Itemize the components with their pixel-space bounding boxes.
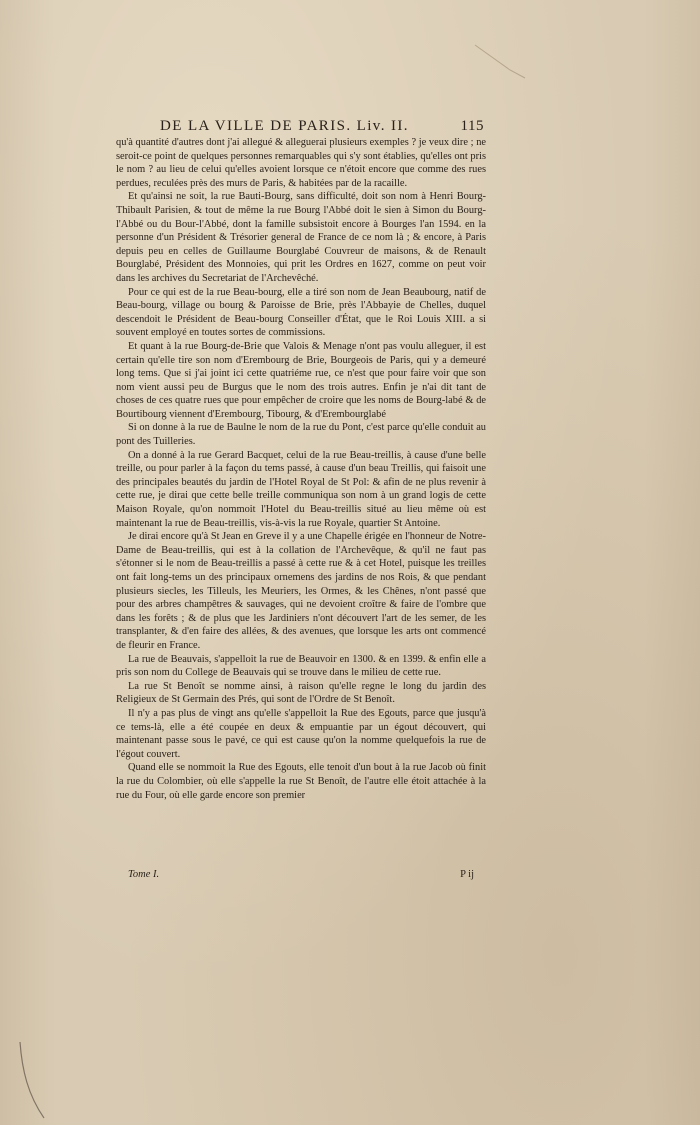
- paragraph: Quand elle se nommoit la Rue des Egouts, elle tenoit d'un bout à la rue Jacob où finit la rue du Colombier, où elle s'appelle la rue St Benoît, de l'autre elle étoit attachée à la rue du Four, où elle garde encore son premier: [116, 762, 486, 801]
- page-footer: [128, 869, 474, 880]
- paragraph: La rue de Beauvais, s'appelloit la rue de Beauvoir en 1300. & en 1399. & enfin elle a pris son nom du College de Beauvais qui se trouve dans le milieu de cette rue.: [116, 653, 486, 679]
- running-title: DE LA VILLE DE PARIS. Liv. II.: [160, 118, 409, 134]
- paragraph: On a donné à la rue Gerard Bacquet, celui de la rue Beau-treillis, à cause d'une belle treille, ou pour parler à la façon du tems passé, à cause d'un beau Treillis, qui faisoit une des principales beautés du jardin de l'Hotel Royal de St Pol: & afin de ne plus revenir à cette rue, je dirai que cette belle treille communiqua son nom à un grand logis de cette Maison Royale, qu'on nommoit l'Hotel du Beau-treillis situé au lieu même où est maintenant la rue de Beau-treillis, vis-à-vis la rue Royale, quartier St Antoine.: [116, 449, 486, 529]
- paragraph: Si on donne à la rue de Baulne le nom de la rue du Pont, c'est parce qu'elle conduit au pont des Tuilleries.: [116, 422, 486, 448]
- paragraph: Et quant à la rue Bourg-de-Brie que Valois & Menage n'ont pas voulu alleguer, il est certain qu'elle tire son nom d'Erembourg de Brie, Bourgeois de Paris, qui y a demeuré long tems. Que si j'ai joint ici cette quatriéme rue, ce n'est que pour faire voir que son nom vient aussi peu de Burgus que le nom des trois autres. Enfin je n'ai dit tant de choses de ces quatre rues que pour empêcher de croire que les noms de Bourg-labé & de Bourtibourg viennent d'Erembourg, Tibourg, & d'Erembourglabé: [116, 340, 486, 420]
- paragraph: Je dirai encore qu'à St Jean en Greve il y a une Chapelle érigée en l'honneur de Notre-Dame de Beau-treillis, qui est à la collation de l'Archevêque, & qu'il ne faut pas s'étonner si le nom de Beau-treillis a passé à cette rue & à cet Hotel, puisque les treilles ont fait long-tems un des principaux ornemens des jardins de nos Rois, & que pendant plusieurs siecles, les Tilleuls, les Meuriers, les Ormes, & les Chênes, n'ont passé que pour des arbres champêtres & sauvages, qui ne devoient croître & faire de l'ombre que dans les forêts ; & de plus que les Jardiniers n'ont découvert l'art de les semer, de les transplanter, & d'en faire des allées, & des avenues, que lorsque les arts ont commencé de fleurir en France.: [116, 531, 486, 651]
- text-body: [116, 136, 486, 802]
- volume-signature: Tome I.: [128, 869, 160, 880]
- folio-mark: P ij: [460, 869, 474, 880]
- paragraph: Et qu'ainsi ne soit, la rue Bauti-Bourg, sans difficulté, doit son nom à Henri Bourg-Thibault Parisien, & tout de même la rue Bourg l'Abbé doit le sien à Simon du Bourg-l'Abbé ou du Bour-l'Abbé, dont la famille subsistoit encore à Bourges l'an 1594. en la personne d'un Président & Trésorier general de France de ce nom là ; & encore, à Paris depuis peu en celles de Guillaume Bourglabé Couvreur de maisons, & de Renault Bourglabé, Président des Monnoies, qui prit les Ordres en 1627, comme on peut voir dans les archives du Secretariat de l'Archevêché.: [116, 191, 486, 284]
- paragraph: Il n'y a pas plus de vingt ans qu'elle s'appelloit la Rue des Egouts, parce que jusqu'à ce tems-là, elle a été coupée en deux & empuantie par un égout découvert, qui maintenant passe sous le pavé, ce qui est cause qu'on la nomme quelquefois la rue de l'égout couvert.: [116, 707, 486, 760]
- paragraph: La rue St Benoît se nomme ainsi, à raison qu'elle regne le long du jardin des Religieux de St Germain des Prés, qui sont de l'Ordre de St Benoît.: [116, 680, 486, 706]
- margin-pencil-mark: [14, 1040, 54, 1120]
- paragraph: Pour ce qui est de la rue Beau-bourg, elle a tiré son nom de Jean Beaubourg, natif de Beau-bourg, village ou bourg & Paroisse de Brie, près l'Abbayie de Chelles, duquel descendoit le Président de Beau-bourg Conseiller d'État, que le Roi Louis XIII. a si souvent employé en toutes sortes de commissions.: [116, 286, 486, 339]
- paper-crease-mark: [470, 40, 530, 80]
- page-number: 115: [460, 118, 484, 134]
- paragraph: qu'à quantité d'autres dont j'ai allegué & alleguerai plusieurs exemples ? je veux dire ; ne seroit-ce point de quelques personnes remarquables qui s'y sont établies, qu'elles ont pris le nom ? au lieu de celui qu'elles avoient lorsque ce n'étoit encore que comme des rues perdues, reculées près des murs de Paris, & habitées par de la racaille.: [116, 137, 486, 189]
